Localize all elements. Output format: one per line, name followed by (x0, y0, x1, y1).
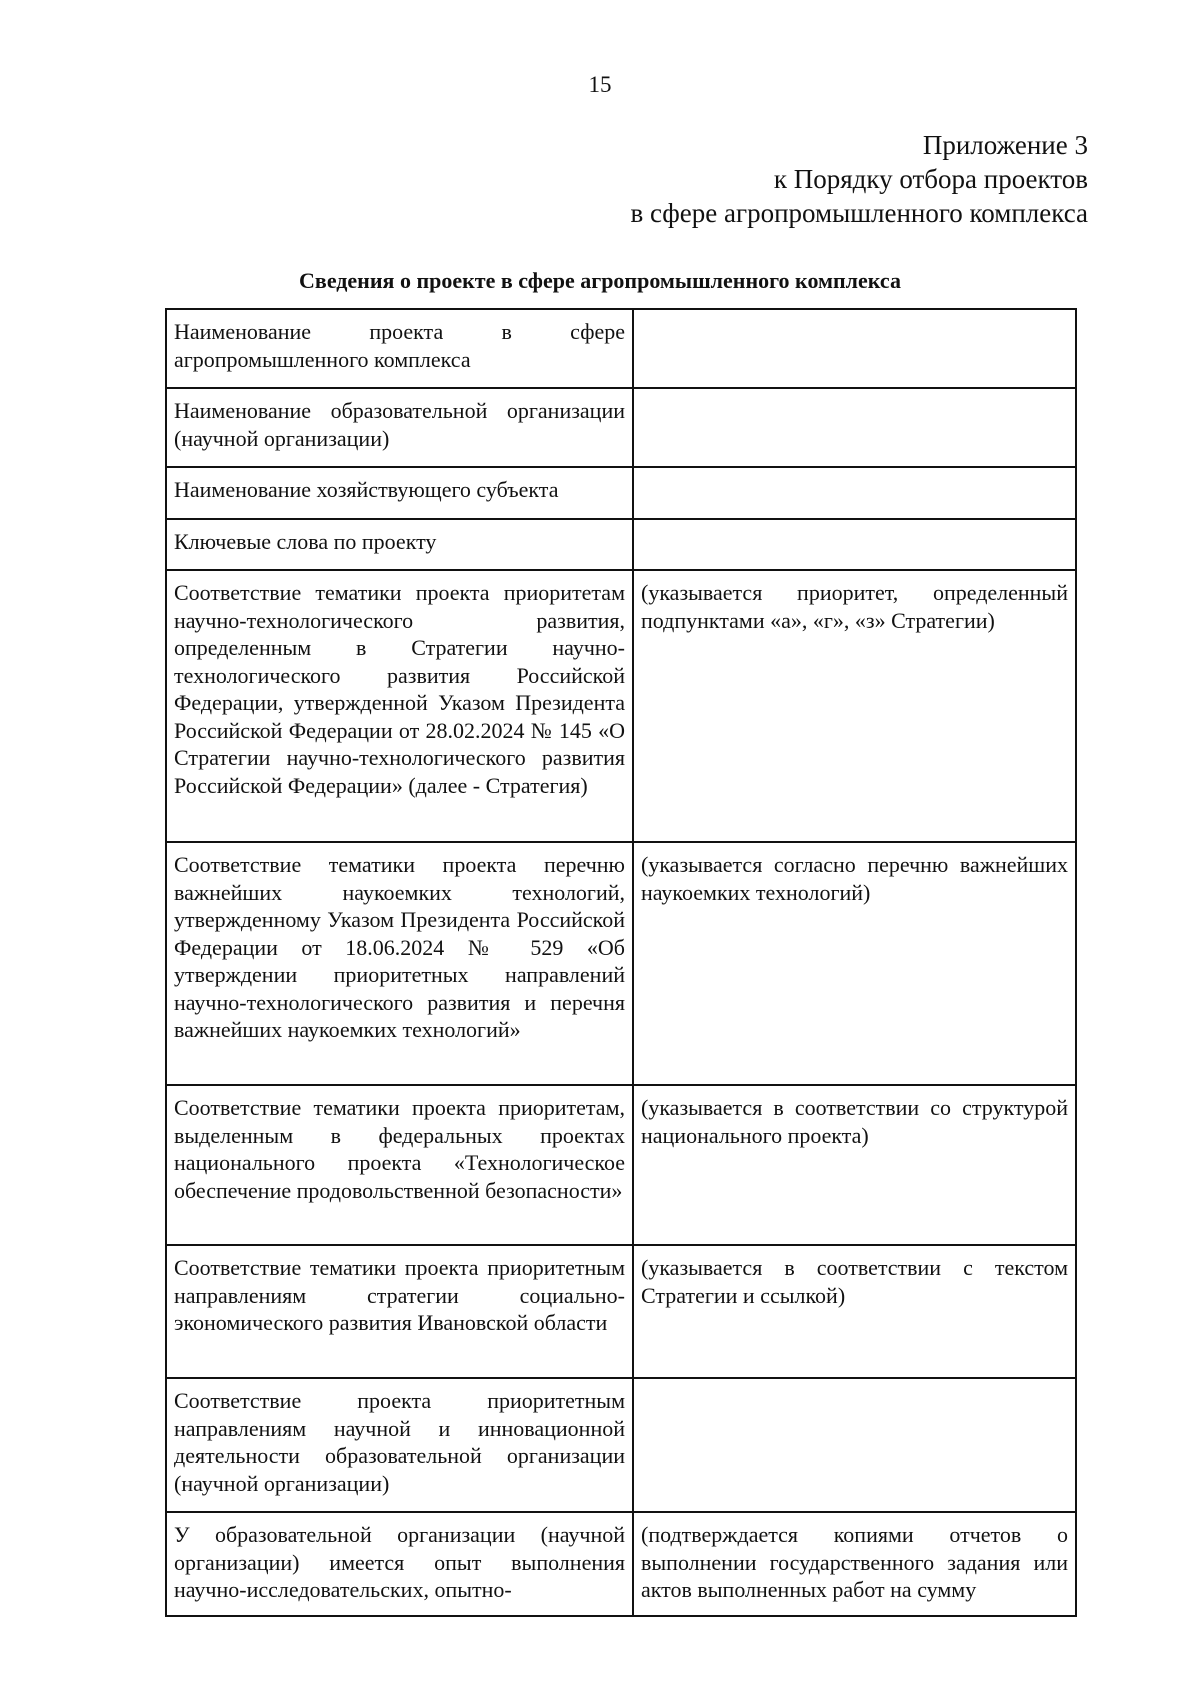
row-value: (указывается приоритет, определенный подпунктами «а», «г», «з» Стратегии) (633, 570, 1076, 842)
row-label: Наименование образовательной организации (научной организации) (166, 388, 633, 467)
appendix-line-1: Приложение 3 (922, 130, 1088, 160)
row-value: (подтверждается копиями отчетов о выполнении государственного задания или актов выполненных работ на сумму (633, 1512, 1076, 1616)
row-value: (указывается в соответствии со структурой национального проекта) (633, 1085, 1076, 1245)
row-label: Соответствие тематики проекта приоритетам, выделенным в федеральных проектах национального проекта «Технологическое обеспечение продовольственной безопасности» (166, 1085, 633, 1245)
appendix-line-3: в сфере агропромышленного комплекса (630, 198, 1088, 228)
project-info-table (165, 308, 1077, 1617)
table-row (166, 1378, 1076, 1512)
row-label: Соответствие тематики проекта приоритетным направлениям стратегии социально-экономического развития Ивановской области (166, 1245, 633, 1378)
row-value (633, 1378, 1076, 1512)
table-row (166, 309, 1076, 388)
row-value (633, 519, 1076, 571)
row-value: (указывается согласно перечню важнейших наукоемких технологий) (633, 842, 1076, 1085)
table-row (166, 1085, 1076, 1245)
row-value (633, 309, 1076, 388)
row-value: (указывается в соответствии с текстом Стратегии и ссылкой) (633, 1245, 1076, 1378)
row-label: У образовательной организации (научной организации) имеется опыт выполнения научно-исследовательских, опытно- (166, 1512, 633, 1616)
table-row (166, 1512, 1076, 1616)
appendix-line-2: к Порядку отбора проектов (773, 164, 1088, 194)
appendix-header (630, 128, 1088, 230)
row-value (633, 388, 1076, 467)
row-value (633, 467, 1076, 519)
row-label: Соответствие тематики проекта приоритетам научно-технологического развития, определенным в Стратегии научно-технологического развития Российской Федерации, утвержденной Указом Президента Российской Федерации от 28.02.2024 № 145 «О Стратегии научно-технологического развития Российской Федерации» (далее - Стратегия) (166, 570, 633, 842)
page-number: 15 (588, 72, 612, 97)
row-label: Соответствие проекта приоритетным направлениям научной и инновационной деятельности образовательной организации (научной организации) (166, 1378, 633, 1512)
table-row (166, 570, 1076, 842)
table-row (166, 842, 1076, 1085)
row-label: Соответствие тематики проекта перечню важнейших наукоемких технологий, утвержденному Указом Президента Российской Федерации от 18.06.2024 № 529 «Об утверждении приоритетных направлений научно-технологического развития и перечня важнейших наукоемких технологий» (166, 842, 633, 1085)
row-label: Наименование хозяйствующего субъекта (166, 467, 633, 519)
table-row (166, 1245, 1076, 1378)
table-row (166, 467, 1076, 519)
row-label: Наименование проекта в сфере агропромышленного комплекса (166, 309, 633, 388)
table-row (166, 519, 1076, 571)
document-title: Сведения о проекте в сфере агропромышленного комплекса (299, 268, 901, 293)
row-label: Ключевые слова по проекту (166, 519, 633, 571)
table-row (166, 388, 1076, 467)
